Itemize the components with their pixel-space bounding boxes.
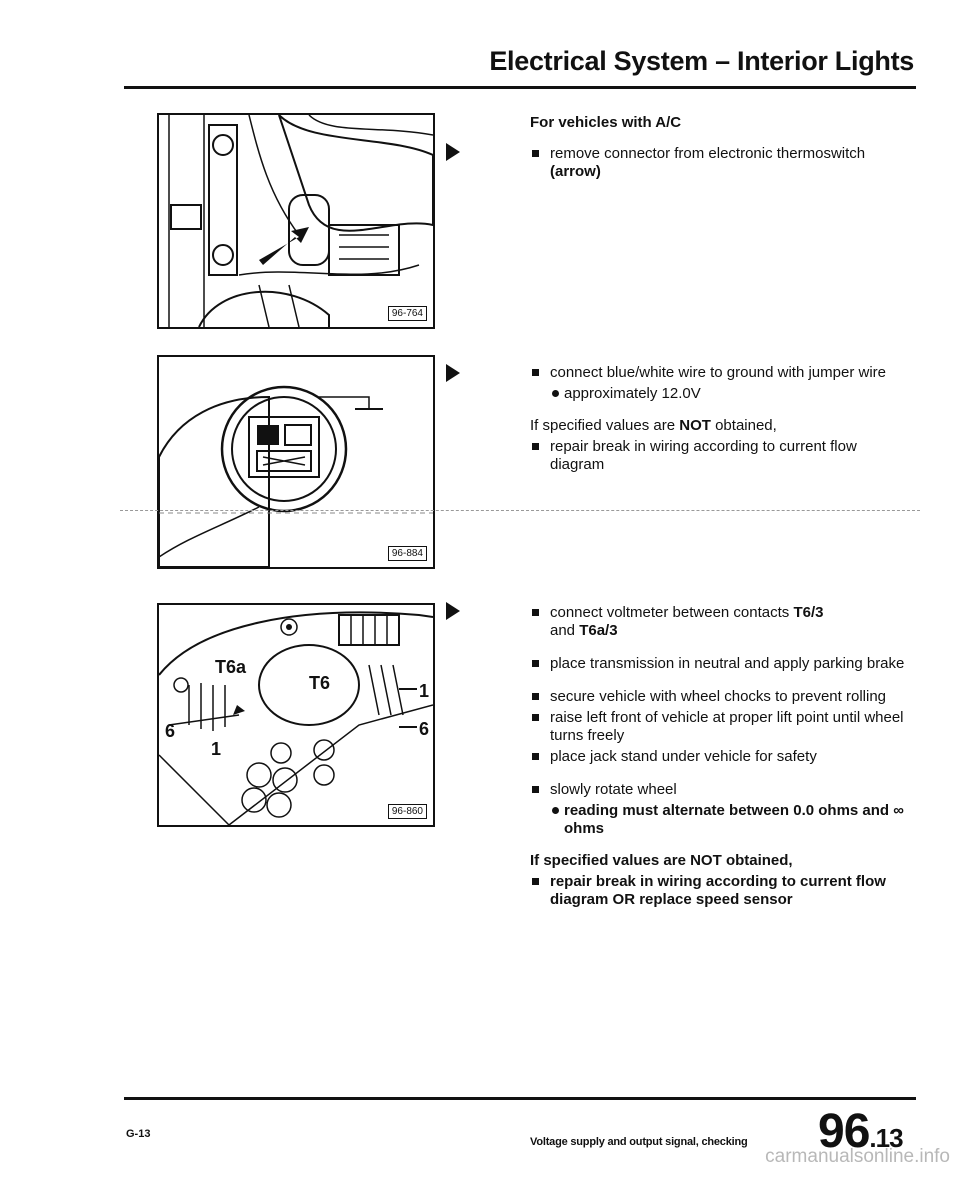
label-6-left: 6 [165, 721, 176, 741]
instruction-item: slowly rotate wheel [530, 781, 910, 799]
condition-text: If specified values are NOT obtained, [530, 852, 793, 869]
footer-code: G-13 [126, 1128, 151, 1140]
label-1-left: 1 [211, 739, 222, 759]
section-ac-thermoswitch [530, 114, 910, 184]
speed-sensor-illustration [159, 605, 433, 825]
instruction-item: remove connector from electronic thermoswitch (arrow) [530, 145, 910, 181]
figure-code: 96-884 [388, 546, 427, 561]
figure-thermoswitch [157, 113, 435, 329]
figure-code: 96-860 [388, 804, 427, 819]
section-ground-check [530, 364, 910, 477]
figure-connector [157, 355, 435, 569]
divider [120, 510, 920, 511]
instruction-item: place transmission in neutral and apply parking brake [530, 655, 910, 673]
page-title: Electrical System – Interior Lights [489, 46, 914, 76]
thermoswitch-illustration [159, 115, 433, 327]
footer-rule [124, 1097, 916, 1100]
step-pointer-icon [446, 364, 460, 382]
expected-value: reading must alternate between 0.0 ohms and ∞ ohms [530, 802, 910, 838]
figure-code: 96-764 [388, 306, 427, 321]
instruction-item: connect blue/white wire to ground with jumper wire [530, 364, 910, 382]
expected-value: approximately 12.0V [530, 385, 910, 403]
header-rule [124, 86, 916, 89]
section-heading: For vehicles with A/C [530, 114, 682, 131]
instruction-item: place jack stand under vehicle for safety [530, 748, 910, 766]
instruction-item: secure vehicle with wheel chocks to prevent rolling [530, 688, 910, 706]
instruction-item: raise left front of vehicle at proper lift point until wheel turns freely [530, 709, 910, 745]
section-speed-sensor-check [530, 604, 910, 912]
label-1-right: 1 [419, 681, 430, 701]
instruction-item: connect voltmeter between contacts T6/3 and T6a/3 [530, 604, 910, 640]
condition-text: If specified values are NOT obtained, [530, 417, 777, 434]
step-pointer-icon [446, 602, 460, 620]
figure-speed-sensor [157, 603, 435, 827]
connector-illustration [159, 357, 433, 567]
label-t6a: T6a [215, 657, 247, 677]
label-t6: T6 [309, 673, 331, 693]
instruction-item: repair break in wiring according to current flow diagram OR replace speed sensor [530, 873, 910, 909]
instruction-item: repair break in wiring according to current flow diagram [530, 438, 910, 474]
footer-subtitle: Voltage supply and output signal, checking [530, 1136, 748, 1148]
step-pointer-icon [446, 143, 460, 161]
page-number: 96.13 [818, 1105, 903, 1158]
label-6-right: 6 [419, 719, 430, 739]
watermark: carmanualsonline.info [765, 1146, 950, 1167]
